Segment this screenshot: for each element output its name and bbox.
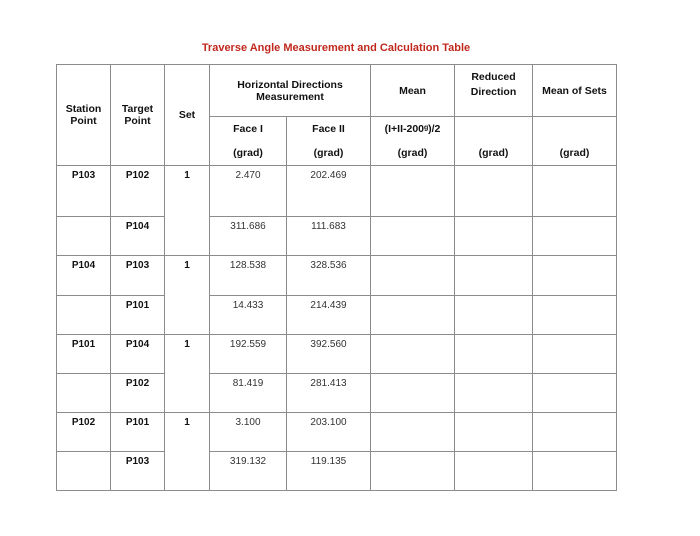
mean-of-sets-cell: [533, 166, 617, 217]
header-target-point: Target Point: [111, 65, 165, 166]
target-cell: P104: [111, 335, 165, 374]
station-cell: [57, 452, 111, 491]
mean-of-sets-cell: [533, 296, 617, 335]
face-ii-cell: 392.560: [287, 335, 371, 374]
set-cell: 1: [165, 413, 210, 491]
face-ii-cell: 119.135: [287, 452, 371, 491]
face-ii-cell: 203.100: [287, 413, 371, 452]
face-i-cell: 319.132: [210, 452, 287, 491]
station-cell: [57, 374, 111, 413]
mean-of-sets-cell: [533, 217, 617, 256]
table-row: [57, 256, 617, 296]
table-row: [57, 335, 617, 374]
reduced-direction-cell: [455, 256, 533, 296]
table-row: [57, 166, 617, 217]
header-direction: Direction: [455, 86, 533, 117]
header-station-point: Station Point: [57, 65, 111, 166]
reduced-direction-cell: [455, 217, 533, 256]
mean-of-sets-cell: [533, 256, 617, 296]
station-cell: P101: [57, 335, 111, 374]
mean-cell: [371, 256, 455, 296]
header-face-i: Face I: [210, 117, 287, 142]
table-row: [57, 296, 617, 335]
target-cell: P103: [111, 256, 165, 296]
header-reduced: Reduced: [455, 65, 533, 87]
unit-face-ii: (grad): [287, 141, 371, 166]
table-row: [57, 374, 617, 413]
face-i-cell: 3.100: [210, 413, 287, 452]
table-title: Traverse Angle Measurement and Calculation Table: [201, 42, 471, 54]
unit-mean: (grad): [371, 141, 455, 166]
target-cell: P102: [111, 166, 165, 217]
mean-cell: [371, 296, 455, 335]
table-row: [57, 217, 617, 256]
reduced-direction-cell: [455, 335, 533, 374]
set-cell: 1: [165, 166, 210, 256]
target-cell: P104: [111, 217, 165, 256]
set-cell: 1: [165, 256, 210, 335]
face-ii-cell: 328.536: [287, 256, 371, 296]
reduced-direction-cell: [455, 166, 533, 217]
header-mean-formula: (I+II-200ᵍ)/2: [371, 117, 455, 142]
header-horizontal-directions: Horizontal Directions Measurement: [210, 65, 371, 117]
mean-cell: [371, 217, 455, 256]
mean-of-sets-cell: [533, 374, 617, 413]
table-row: [57, 452, 617, 491]
table-row: [57, 413, 617, 452]
station-cell: [57, 296, 111, 335]
header-reduced-blank: [455, 117, 533, 142]
mean-of-sets-cell: [533, 452, 617, 491]
mean-cell: [371, 413, 455, 452]
mean-cell: [371, 335, 455, 374]
header-mean-of-sets: Mean of Sets: [533, 65, 617, 117]
target-cell: P103: [111, 452, 165, 491]
face-ii-cell: 202.469: [287, 166, 371, 217]
reduced-direction-cell: [455, 452, 533, 491]
face-ii-cell: 111.683: [287, 217, 371, 256]
face-i-cell: 128.538: [210, 256, 287, 296]
face-i-cell: 311.686: [210, 217, 287, 256]
mean-of-sets-cell: [533, 413, 617, 452]
header-mean-sets-blank: [533, 117, 617, 142]
reduced-direction-cell: [455, 374, 533, 413]
header-set: Set: [165, 65, 210, 166]
face-ii-cell: 214.439: [287, 296, 371, 335]
target-cell: P101: [111, 296, 165, 335]
station-cell: [57, 217, 111, 256]
face-i-cell: 14.433: [210, 296, 287, 335]
station-cell: P104: [57, 256, 111, 296]
unit-face-i: (grad): [210, 141, 287, 166]
set-cell: 1: [165, 335, 210, 413]
mean-cell: [371, 374, 455, 413]
face-i-cell: 2.470: [210, 166, 287, 217]
station-cell: P102: [57, 413, 111, 452]
reduced-direction-cell: [455, 296, 533, 335]
traverse-table: [56, 64, 617, 491]
unit-reduced-direction: (grad): [455, 141, 533, 166]
mean-of-sets-cell: [533, 335, 617, 374]
target-cell: P102: [111, 374, 165, 413]
face-ii-cell: 281.413: [287, 374, 371, 413]
reduced-direction-cell: [455, 413, 533, 452]
header-face-ii: Face II: [287, 117, 371, 142]
face-i-cell: 81.419: [210, 374, 287, 413]
header-mean: Mean: [371, 65, 455, 117]
station-cell: P103: [57, 166, 111, 217]
target-cell: P101: [111, 413, 165, 452]
mean-cell: [371, 452, 455, 491]
mean-cell: [371, 166, 455, 217]
unit-mean-of-sets: (grad): [533, 141, 617, 166]
face-i-cell: 192.559: [210, 335, 287, 374]
